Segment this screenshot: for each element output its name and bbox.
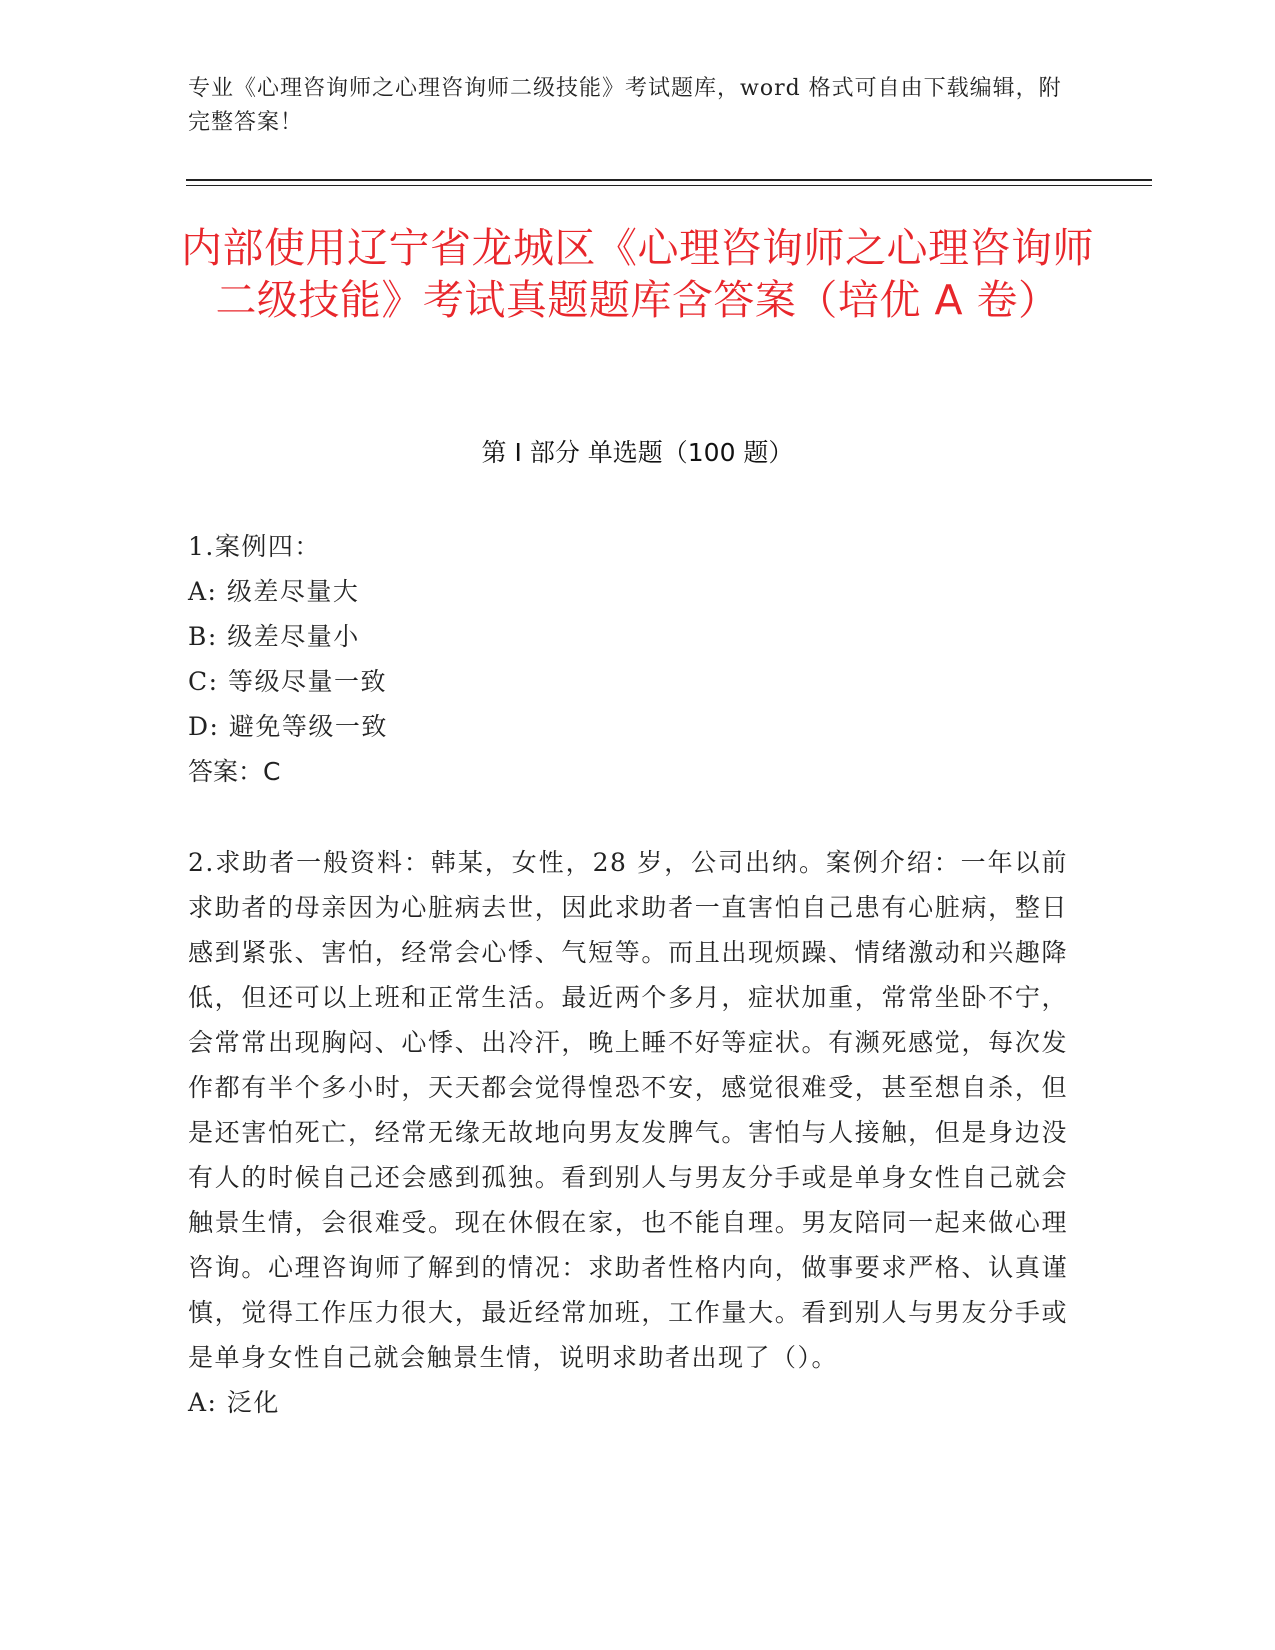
question-2 <box>188 840 1068 1425</box>
option-b: B: 级差尽量小 <box>188 622 360 651</box>
header-divider-thin <box>186 185 1152 186</box>
option-c: C: 等级尽量一致 <box>188 667 387 696</box>
question-stem: 2.求助者一般资料：韩某，女性，28 岁，公司出纳。案例介绍：一年以前求助者的母亲因为心脏病去世，因此求助者一直害怕自己患有心脏病，整日感到紧张、害怕，经常会心悸、气短等。而且出现烦躁、情绪激动和兴趣降低，但还可以上班和正常生活。最近两个多月，症状加重，常常坐卧不宁，会常常出现胸闷、心悸、出冷汗，晚上睡不好等症状。有濒死感觉，每次发作都有半个多小时，天天都会觉得惶恐不安，感觉很难受，甚至想自杀，但是还害怕死亡，经常无缘无故地向男友发脾气。害怕与人接触，但是身边没有人的时候自己还会感到孤独。看到别人与男友分手或是单身女性自己就会触景生情，会很难受。现在休假在家，也不能自理。男友陪同一起来做心理咨询。心理咨询师了解到的情况：求助者性格内向，做事要求严格、认真谨慎，觉得工作压力很大，最近经常加班，工作量大。看到别人与男友分手或是单身女性自己就会触景生情，说明求助者出现了（）。 <box>188 848 1068 1372</box>
header-divider <box>186 179 1152 181</box>
option-a: A: 级差尽量大 <box>188 577 360 606</box>
question-stem: 1.案例四： <box>188 532 321 561</box>
answer: 答案：C <box>188 757 281 786</box>
option-a: A: 泛化 <box>188 1388 280 1417</box>
header-note: 专业《心理咨询师之心理咨询师二级技能》考试题库，word 格式可自由下载编辑，附完整答案！ <box>188 76 1062 135</box>
document-title: 内部使用辽宁省龙城区《心理咨询师之心理咨询师二级技能》考试真题题库含答案（培优 A 卷） <box>181 224 1094 324</box>
option-d: D: 避免等级一致 <box>188 712 388 741</box>
question-1 <box>188 524 1068 794</box>
section-title: 第 I 部分 单选题（100 题） <box>481 438 794 467</box>
